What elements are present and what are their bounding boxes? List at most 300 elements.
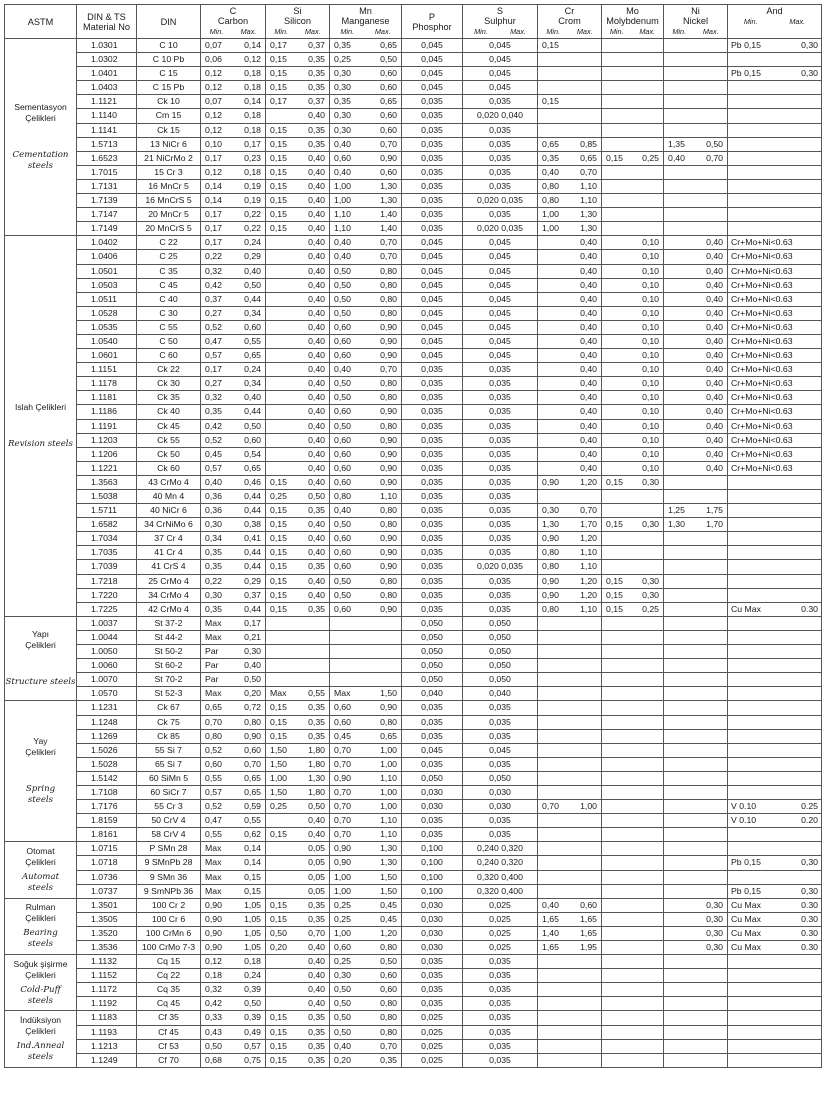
nickel-range [664, 334, 728, 348]
carbon-range [201, 391, 266, 405]
nickel-range [664, 264, 728, 278]
group-label-automat-steels [5, 842, 77, 898]
value-pair [542, 518, 597, 531]
max-value: 0,54 [244, 448, 261, 459]
and-other-elements [728, 1011, 822, 1025]
value-pair [205, 814, 261, 827]
max-value: 0,60 [380, 68, 397, 79]
header-min: Min. [546, 27, 561, 36]
din-designation: 9 SMn 36 [137, 870, 201, 884]
and-other-elements [728, 814, 822, 828]
group-label-structure-steels [5, 616, 77, 701]
max-value: 0,40 [308, 815, 325, 826]
min-value: Max [205, 617, 222, 628]
max-value: 0,35 [308, 505, 325, 516]
and-element: Cr+Mo+Ni<0.63 [731, 265, 793, 276]
value-pair [542, 941, 597, 954]
max-value: 0,60 [244, 321, 261, 332]
max-value: 0,29 [244, 575, 261, 586]
max-value: 1,05 [244, 899, 261, 910]
crom-range [538, 433, 602, 447]
molybdenum-range [602, 645, 664, 659]
header-max: Max. [639, 27, 656, 36]
and-element-min [731, 434, 793, 447]
min-value: 0,40 [205, 476, 222, 487]
table-row [5, 926, 822, 940]
carbon-range [201, 419, 266, 433]
value-pair [606, 476, 659, 489]
value-pair [334, 913, 397, 926]
nickel-range [664, 997, 728, 1011]
value-pair [205, 391, 261, 404]
molybdenum-range [602, 39, 664, 53]
phosphor-max: 0,040 [402, 687, 463, 701]
nickel-range [664, 490, 728, 504]
table-row [5, 898, 822, 912]
value-pair [334, 716, 397, 729]
value-pair [334, 687, 397, 700]
min-value: 0,60 [334, 561, 351, 572]
max-value: 0,37 [308, 40, 325, 50]
max-value: 0,70 [380, 237, 397, 248]
phosphor-max: 0,025 [402, 1025, 463, 1039]
min-value: 0,20 [270, 942, 287, 952]
value-pair [606, 420, 659, 433]
crom-range [538, 264, 602, 278]
min-value: 0,70 [334, 829, 351, 840]
min-value: 0,18 [205, 970, 222, 981]
max-value: 0,37 [244, 589, 261, 600]
max-value: 0,10 [642, 265, 659, 276]
value-pair [542, 377, 597, 390]
carbon-range [201, 560, 266, 574]
min-value: Par [205, 646, 219, 657]
table-row [5, 236, 822, 250]
value-pair [205, 631, 261, 644]
table-row [5, 377, 822, 391]
min-value: 0,60 [334, 335, 351, 346]
group-name-en-line: Revision steels [8, 439, 73, 450]
sulphur-value: 0,050 [463, 616, 538, 630]
group-name-en [5, 1041, 76, 1063]
max-value: 0,40 [308, 942, 325, 952]
and-other-elements [728, 926, 822, 940]
manganese-range [330, 320, 402, 334]
and-element: Cr+Mo+Ni<0.63 [731, 335, 793, 346]
max-value: 1,00 [380, 758, 397, 769]
group-name-tr [5, 102, 76, 124]
table-row [5, 391, 822, 405]
group-name-tr-line: Islah Çelikleri [14, 402, 67, 413]
and-other-elements [728, 349, 822, 363]
value-pair [270, 504, 325, 517]
header-min: Min. [274, 27, 289, 36]
molybdenum-range [602, 179, 664, 193]
carbon-range [201, 123, 266, 137]
min-value: 0,42 [205, 998, 222, 1009]
value-pair [270, 730, 325, 743]
value-pair [270, 997, 325, 1010]
max-value: 0,40 [706, 434, 723, 445]
molybdenum-range [602, 997, 664, 1011]
and-other-elements [728, 955, 822, 969]
value-pair [205, 828, 261, 841]
table-row [5, 1011, 822, 1025]
and-element-min [731, 279, 793, 292]
max-value: 0,35 [308, 603, 325, 614]
manganese-range [330, 292, 402, 306]
manganese-range [330, 109, 402, 123]
material-no: 1.3501 [77, 898, 137, 912]
value-pair [270, 265, 325, 278]
header-max: Max. [702, 27, 719, 36]
value-pair [542, 363, 597, 376]
max-value: 0,10 [642, 279, 659, 290]
value-pair [270, 546, 325, 559]
nickel-range [664, 856, 728, 870]
and-element: Cr+Mo+Ni<0.63 [731, 237, 793, 248]
and-element-min [731, 250, 793, 263]
group-name-tr-line: Otomat [26, 846, 55, 857]
value-pair [205, 250, 261, 263]
value-pair [205, 871, 261, 884]
value-pair [542, 532, 597, 545]
max-value: 0,40 [308, 364, 325, 375]
min-value: 1,50 [270, 758, 287, 769]
table-row [5, 250, 822, 264]
min-value: Max [205, 631, 222, 642]
max-value: 0,70 [380, 1040, 397, 1051]
max-value: 0,10 [642, 321, 659, 332]
material-no: 1.1186 [77, 405, 137, 419]
max-value: 0,25 [642, 152, 659, 163]
and-element: Cr+Mo+Ni<0.63 [731, 462, 793, 473]
phosphor-max: 0,035 [402, 419, 463, 433]
din-designation: Ck 67 [137, 701, 201, 715]
max-value: 0,35 [308, 124, 325, 135]
crom-range [538, 1053, 602, 1067]
silicon-range [266, 969, 330, 983]
min-value: 0,90 [205, 899, 222, 910]
max-value: 0,65 [380, 730, 397, 741]
sulphur-value: 0,035 [463, 391, 538, 405]
max-value: 0,18 [244, 110, 261, 121]
material-no: 1.0540 [77, 334, 137, 348]
table-row [5, 53, 822, 67]
header-nickel [664, 5, 728, 39]
header-max: Max. [374, 27, 391, 36]
value-pair [668, 138, 723, 151]
crom-range [538, 53, 602, 67]
max-value: 0,40 [706, 307, 723, 318]
phosphor-max: 0,025 [402, 1011, 463, 1025]
silicon-range [266, 687, 330, 701]
silicon-range [266, 292, 330, 306]
nickel-range [664, 870, 728, 884]
sulphur-value: 0,040 [463, 687, 538, 701]
molybdenum-range [602, 391, 664, 405]
table-row [5, 997, 822, 1011]
max-value: 0,40 [308, 970, 325, 981]
crom-range [538, 461, 602, 475]
phosphor-max: 0,035 [402, 546, 463, 560]
max-value: 0,40 [706, 251, 723, 262]
carbon-range [201, 39, 266, 53]
material-no: 1.0037 [77, 616, 137, 630]
min-value: 0,50 [334, 984, 351, 995]
value-pair [334, 420, 397, 433]
value-pair [270, 1054, 325, 1067]
and-values [731, 448, 818, 461]
crom-range [538, 842, 602, 856]
min-value: 0,80 [542, 603, 559, 614]
max-value: 0,10 [642, 335, 659, 346]
min-value: 0,50 [334, 589, 351, 600]
value-pair [334, 448, 397, 461]
phosphor-max: 0,035 [402, 165, 463, 179]
table-row [5, 95, 822, 109]
group-name-tr-line: Çelikleri [25, 747, 56, 758]
din-designation: Cq 15 [137, 955, 201, 969]
and-other-elements [728, 81, 822, 95]
max-value: 0,40 [580, 378, 597, 389]
phosphor-max: 0,035 [402, 179, 463, 193]
value-pair [334, 589, 397, 602]
carbon-range [201, 67, 266, 81]
min-value: 0,37 [205, 293, 222, 304]
silicon-range [266, 574, 330, 588]
manganese-range [330, 828, 402, 842]
molybdenum-range [602, 95, 664, 109]
table-row [5, 208, 822, 222]
phosphor-max: 0,035 [402, 518, 463, 532]
material-no: 1.0737 [77, 884, 137, 898]
manganese-range [330, 856, 402, 870]
silicon-range [266, 165, 330, 179]
max-value: 0,80 [380, 505, 397, 516]
value-pair [205, 730, 261, 743]
header-carbon [201, 5, 266, 39]
carbon-range [201, 828, 266, 842]
max-value: 0,18 [244, 166, 261, 177]
max-value: 0,20 [244, 688, 261, 699]
sulphur-value: 0,045 [463, 236, 538, 250]
group-label-ind-anneal-steels [5, 1011, 77, 1067]
molybdenum-range [602, 419, 664, 433]
and-max: 0,30 [801, 857, 818, 868]
value-pair [668, 293, 723, 306]
min-value: Max [205, 857, 222, 868]
min-value: 0,15 [270, 899, 287, 910]
max-value: 0,35 [308, 730, 325, 741]
material-no: 1.1172 [77, 983, 137, 997]
max-value: 0,80 [380, 392, 397, 403]
din-designation: 58 CrV 4 [137, 828, 201, 842]
material-no: 1.1140 [77, 109, 137, 123]
value-pair [205, 194, 261, 207]
min-value: 0,40 [542, 899, 559, 910]
header-min: Min. [474, 27, 488, 36]
molybdenum-range [602, 884, 664, 898]
value-pair [542, 913, 597, 926]
max-value: 0,44 [244, 603, 261, 614]
nickel-range [664, 715, 728, 729]
table-row [5, 560, 822, 574]
phosphor-max: 0,035 [402, 151, 463, 165]
value-pair [334, 349, 397, 362]
material-no: 1.7034 [77, 532, 137, 546]
silicon-range [266, 179, 330, 193]
value-pair [205, 293, 261, 306]
table-row [5, 771, 822, 785]
carbon-range [201, 701, 266, 715]
value-pair [270, 983, 325, 996]
din-designation: Ck 60 [137, 461, 201, 475]
max-value: 1,10 [580, 180, 597, 191]
min-value: 0,25 [334, 956, 351, 967]
max-value: 1,00 [580, 801, 597, 812]
header-din-ts-line1: DIN & TS [87, 12, 126, 22]
crom-range [538, 419, 602, 433]
max-value: 0,72 [244, 702, 261, 713]
min-value: 0,80 [334, 491, 351, 501]
phosphor-max: 0,045 [402, 236, 463, 250]
phosphor-max: 0,035 [402, 137, 463, 151]
carbon-range [201, 264, 266, 278]
din-designation: 13 NiCr 6 [137, 137, 201, 151]
header-max: Max. [576, 27, 593, 36]
value-pair [542, 95, 597, 108]
min-value: 0,35 [205, 406, 222, 417]
value-pair [270, 321, 325, 334]
value-pair [205, 687, 261, 700]
min-value: 0,15 [270, 547, 287, 558]
and-other-elements [728, 532, 822, 546]
group-label-spring-steels [5, 701, 77, 842]
value-pair [668, 236, 723, 249]
sulphur-value: 0,035 [463, 447, 538, 461]
sulphur-value: 0,030 [463, 785, 538, 799]
nickel-range [664, 363, 728, 377]
max-value: 1,70 [580, 519, 597, 530]
max-value: 0,40 [580, 448, 597, 459]
nickel-range [664, 433, 728, 447]
and-other-elements [728, 659, 822, 673]
din-designation: 25 CrMo 4 [137, 574, 201, 588]
min-value: 0,50 [334, 265, 351, 276]
group-name-tr [5, 959, 76, 981]
crom-range [538, 743, 602, 757]
min-value: 0,06 [205, 54, 222, 65]
sulphur-value: 0,050 [463, 630, 538, 644]
value-pair [270, 250, 325, 263]
sulphur-value: 0,020 0,040 [463, 109, 538, 123]
value-pair [334, 265, 397, 278]
value-pair [270, 856, 325, 869]
and-element-min [731, 67, 761, 80]
crom-range [538, 729, 602, 743]
nickel-range [664, 659, 728, 673]
sulphur-value: 0,045 [463, 292, 538, 306]
material-no: 1.3563 [77, 475, 137, 489]
phosphor-max: 0,035 [402, 504, 463, 518]
and-element: Cr+Mo+Ni<0.63 [731, 350, 793, 361]
material-no: 1.0070 [77, 673, 137, 687]
max-value: 1,70 [706, 519, 723, 530]
value-pair [270, 236, 325, 249]
value-pair [270, 687, 325, 700]
table-row [5, 546, 822, 560]
and-other-elements [728, 123, 822, 137]
din-designation: 100 CrMo 7-3 [137, 941, 201, 955]
phosphor-max: 0,045 [402, 250, 463, 264]
manganese-range [330, 616, 402, 630]
manganese-range [330, 151, 402, 165]
din-designation: C 55 [137, 320, 201, 334]
silicon-range [266, 757, 330, 771]
min-value: 0,32 [205, 392, 222, 403]
crom-range [538, 560, 602, 574]
and-element: Pb [731, 40, 742, 50]
table-row [5, 67, 822, 81]
crom-range [538, 588, 602, 602]
max-value: 1,95 [580, 942, 597, 952]
max-value: 0,40 [308, 279, 325, 290]
sulphur-value: 0,025 [463, 926, 538, 940]
material-no: 1.1206 [77, 447, 137, 461]
and-other-elements [728, 363, 822, 377]
min-value: 0,35 [542, 152, 559, 163]
group-name-tr-line: Çelikleri [25, 1026, 56, 1037]
silicon-range [266, 560, 330, 574]
molybdenum-range [602, 969, 664, 983]
material-no: 1.1181 [77, 391, 137, 405]
din-designation: 65 Si 7 [137, 757, 201, 771]
material-no: 1.1151 [77, 363, 137, 377]
and-element: Cr+Mo+Ni<0.63 [731, 406, 793, 417]
value-pair [606, 293, 659, 306]
nickel-range [664, 504, 728, 518]
value-pair [334, 560, 397, 573]
value-pair [205, 1054, 261, 1067]
nickel-range [664, 377, 728, 391]
min-value: 0,15 [270, 589, 287, 600]
molybdenum-range [602, 208, 664, 222]
max-value: 0,35 [308, 1040, 325, 1051]
nickel-range [664, 53, 728, 67]
max-value: 0,90 [380, 476, 397, 487]
and-other-elements [728, 334, 822, 348]
silicon-range [266, 320, 330, 334]
material-no: 1.0403 [77, 81, 137, 95]
value-pair [668, 913, 723, 926]
max-value: 1,10 [380, 772, 397, 783]
sulphur-value: 0,045 [463, 334, 538, 348]
header-silicon [266, 5, 330, 39]
phosphor-max: 0,050 [402, 630, 463, 644]
max-value: 0,65 [380, 96, 397, 107]
and-other-elements [728, 490, 822, 504]
value-pair [205, 659, 261, 672]
value-pair [205, 462, 261, 475]
molybdenum-range [602, 165, 664, 179]
max-value: 1,30 [380, 843, 397, 854]
crom-range [538, 955, 602, 969]
nickel-range [664, 349, 728, 363]
max-value: 0,90 [380, 434, 397, 445]
min-value: 0,40 [334, 166, 351, 177]
molybdenum-range [602, 377, 664, 391]
